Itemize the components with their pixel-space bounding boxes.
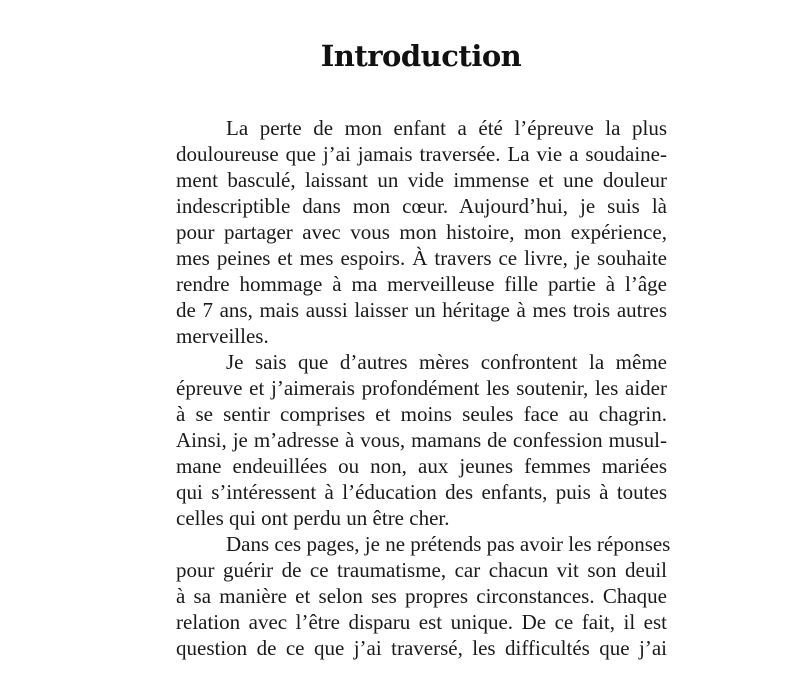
text-line: épreuve et j’aimerais profondément les soutenir, les aider [176,376,667,400]
text-line: de 7 ans, mais aussi laisser un héritage à mes trois autres [176,298,667,322]
paragraph-2 [176,349,667,531]
text-line: à se sentir comprises et moins seules face au chagrin. [176,402,667,426]
paragraph-1 [176,115,667,349]
text-line: rendre hommage à ma merveilleuse fille partie à l’âge [176,272,667,296]
text-line: indescriptible dans mon cœur. Aujourd’hui, je suis là [176,194,667,218]
page-title: Introduction [320,39,522,73]
text-line: merveilles. [176,324,269,348]
text-line: douloureuse que j’ai jamais traversée. La vie a soudaine- [176,142,667,166]
text-line: Je sais que d’autres mères confrontent la même [226,350,667,374]
text-line: mes peines et mes espoirs. À travers ce livre, je souhaite [176,246,667,270]
text-line: La perte de mon enfant a été l’épreuve la plus [226,116,667,140]
text-line: ment basculé, laissant un vide immense et une douleur [176,168,667,192]
text-line: pour partager avec vous mon histoire, mon expérience, [176,220,667,244]
text-line: Dans ces pages, je ne prétends pas avoir les réponses [226,532,671,556]
text-line: qui s’intéressent à l’éducation des enfants, puis à toutes [176,480,667,504]
body-text [176,115,671,661]
text-line: question de ce que j’ai traversé, les difficultés que j’ai [176,636,667,660]
text-line: à sa manière et selon ses propres circonstances. Chaque [176,584,667,608]
text-line: pour guérir de ce traumatisme, car chacun vit son deuil [176,558,667,582]
text-line: celles qui ont perdu un être cher. [176,506,450,530]
text-line: relation avec l’être disparu est unique. De ce fait, il est [176,610,667,634]
text-line: Ainsi, je m’adresse à vous, mamans de confession musul- [176,428,667,452]
text-line: mane endeuillées ou non, aux jeunes femmes mariées [176,454,667,478]
paragraph-3 [176,531,671,661]
